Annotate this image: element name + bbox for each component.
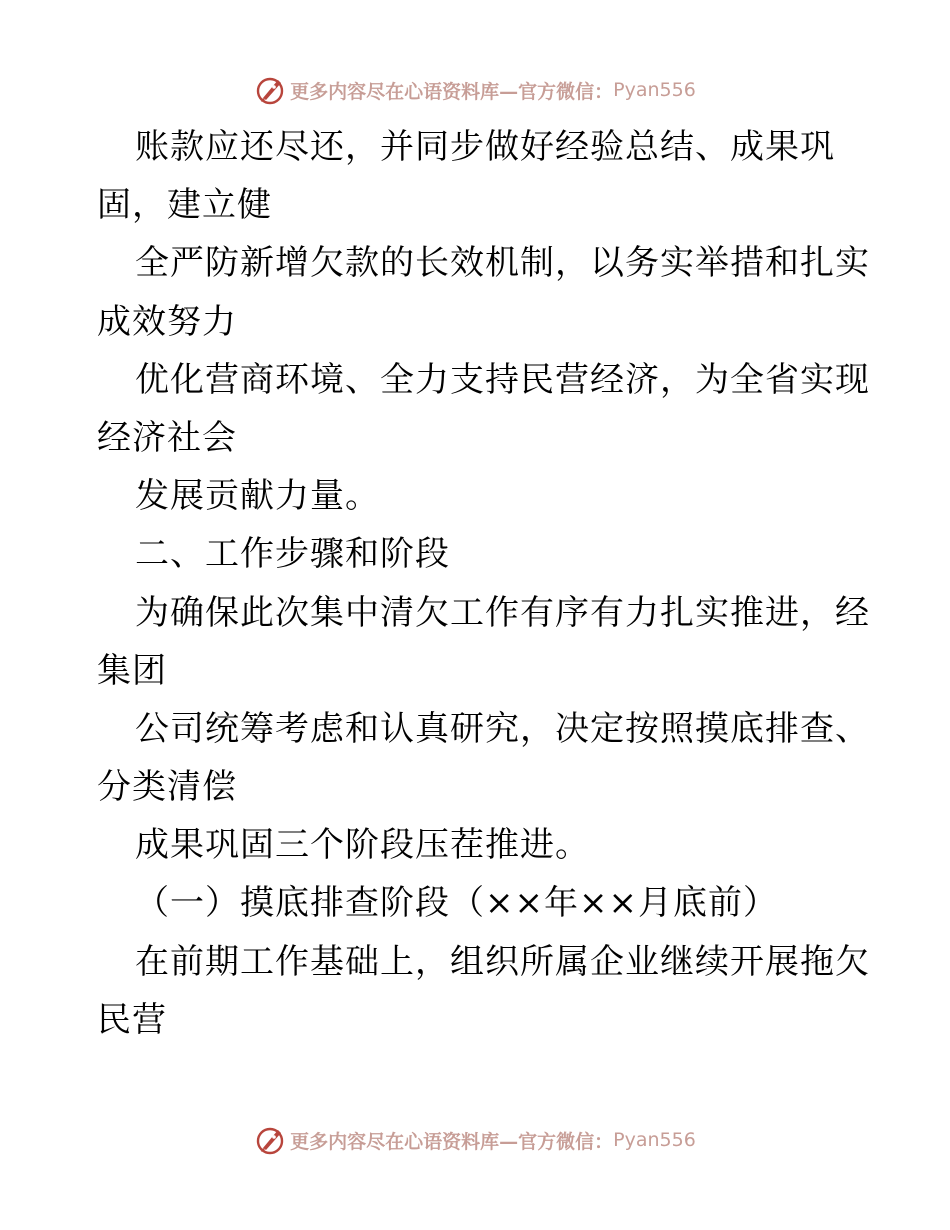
body-line: 分类清偿 bbox=[97, 767, 237, 808]
header-watermark bbox=[0, 70, 950, 110]
body-line: 经济社会 bbox=[97, 417, 237, 458]
watermark-contact: Pyan556 bbox=[613, 1129, 696, 1151]
body-line: 公司统筹考虑和认真研究，决定按照摸底排查、 bbox=[135, 708, 870, 749]
document-body bbox=[97, 118, 870, 1049]
body-line: 固，建立健 bbox=[97, 185, 272, 226]
body-line: 集团 bbox=[97, 650, 167, 691]
body-line: 成效努力 bbox=[97, 301, 237, 342]
body-line: 民营 bbox=[97, 999, 167, 1040]
body-line: 在前期工作基础上，组织所属企业继续开展拖欠 bbox=[135, 941, 870, 982]
quill-logo-icon bbox=[254, 1124, 286, 1156]
watermark-contact: Pyan556 bbox=[613, 79, 696, 101]
body-line: 全严防新增欠款的长效机制，以务实举措和扎实 bbox=[135, 243, 870, 284]
footer-watermark bbox=[0, 1120, 950, 1160]
body-line: 为确保此次集中清欠工作有序有力扎实推进，经 bbox=[135, 592, 870, 633]
watermark-text: 更多内容尽在心语资料库—官方微信： bbox=[290, 1130, 614, 1153]
body-line: 发展贡献力量。 bbox=[135, 476, 380, 517]
subsection-heading: （一）摸底排查阶段（××年××月底前） bbox=[135, 883, 778, 924]
body-line: 成果巩固三个阶段压茬推进。 bbox=[135, 825, 590, 866]
watermark-text: 更多内容尽在心语资料库—官方微信： bbox=[290, 80, 614, 103]
body-line: 优化营商环境、全力支持民营经济，为全省实现 bbox=[135, 359, 870, 400]
quill-logo-icon bbox=[254, 74, 286, 106]
body-line: 账款应还尽还，并同步做好经验总结、成果巩 bbox=[135, 127, 835, 167]
section-heading: 二、工作步骤和阶段 bbox=[135, 534, 450, 575]
